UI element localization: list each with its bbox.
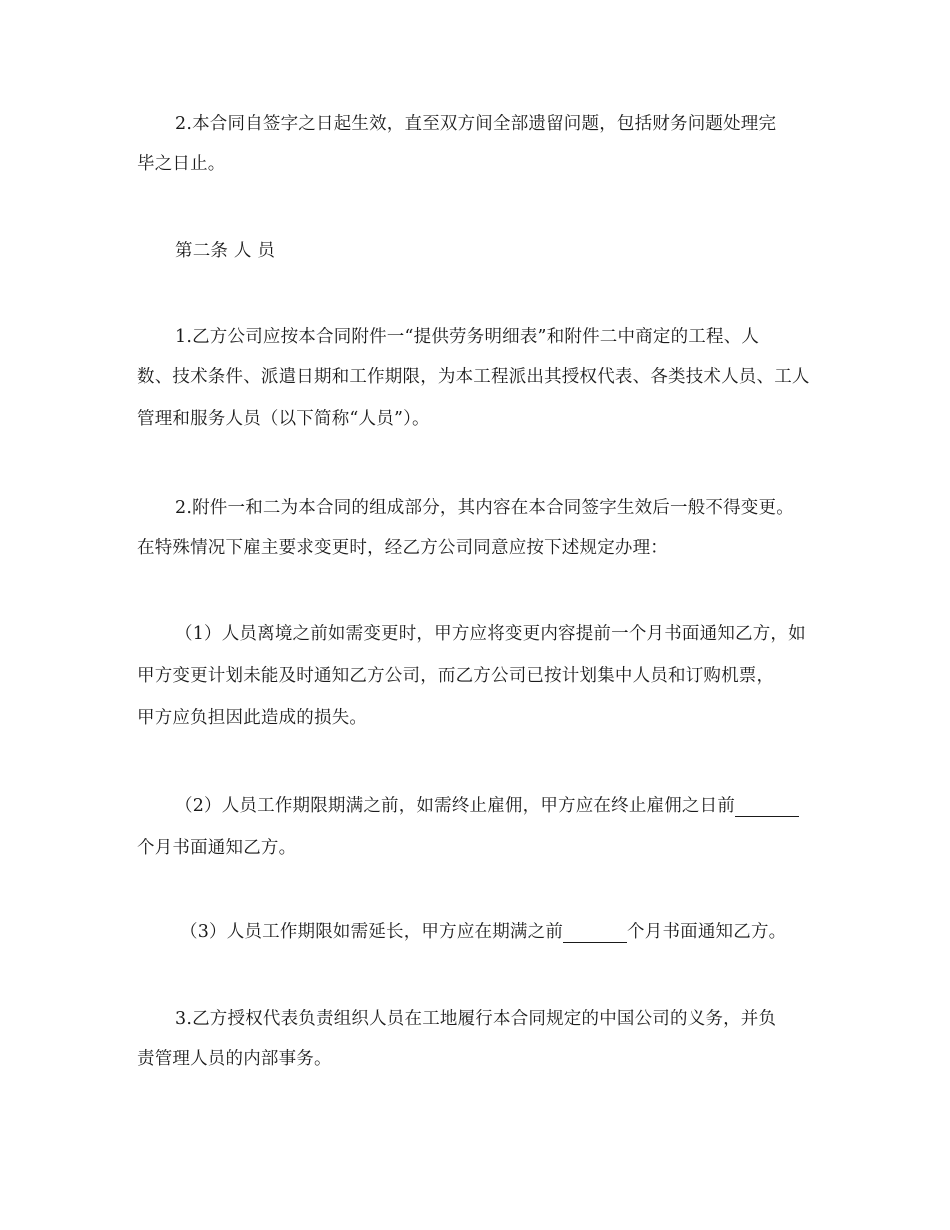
clause-2-1-line-3: 管理和服务人员（以下简称“人员”）。 bbox=[137, 409, 430, 429]
clause-2-2-2-line-1 bbox=[175, 795, 855, 817]
clause-2-2-1-line-1: （1）人员离境之前如需变更时，甲方应将变更内容提前一个月书面通知乙方，如 bbox=[175, 624, 806, 644]
clause-2-2-2-line-2: 个月书面通知乙方。 bbox=[137, 838, 297, 858]
clause-2-3-line-1: 3.乙方授权代表负责组织人员在工地履行本合同规定的中国公司的义务，并负 bbox=[175, 1009, 777, 1029]
clause-2-2-1-line-2: 甲方变更计划未能及时通知乙方公司，而乙方公司已按计划集中人员和订购机票， bbox=[137, 666, 775, 686]
clause-2-2-1-line-3: 甲方应负担因此造成的损失。 bbox=[137, 708, 368, 728]
clause-1-2-line-2: 毕之日止。 bbox=[137, 154, 226, 174]
clause-2-3-line-2: 责管理人员的内部事务。 bbox=[137, 1049, 332, 1069]
clause-2-2-2-text: （2）人员工作期限期满之前，如需终止雇佣，甲方应在终止雇佣之日前 bbox=[175, 796, 736, 816]
clause-2-2-line-2: 在特殊情况下雇主要求变更时，经乙方公司同意应按下述规定办理： bbox=[137, 538, 668, 558]
fill-in-blank-months[interactable] bbox=[563, 924, 627, 943]
clause-2-2-3-line bbox=[180, 921, 860, 943]
fill-in-blank-months[interactable] bbox=[735, 798, 799, 817]
clause-2-1-line-1: 1.乙方公司应按本合同附件一“提供劳务明细表”和附件二中商定的工程、人 bbox=[175, 327, 760, 347]
clause-2-2-3-text-after: 个月书面通知乙方。 bbox=[627, 922, 787, 942]
clause-2-2-line-1: 2.附件一和二为本合同的组成部分，其内容在本合同签字生效后一般不得变更。 bbox=[175, 498, 794, 518]
clause-2-2-3-text-before: （3）人员工作期限如需延长，甲方应在期满之前 bbox=[180, 922, 564, 942]
clause-1-2-line-1: 2.本合同自签字之日起生效，直至双方间全部遗留问题，包括财务问题处理完 bbox=[175, 114, 777, 134]
clause-2-1-line-2: 数、技术条件、派遣日期和工作期限，为本工程派出其授权代表、各类技术人员、工人 bbox=[137, 367, 810, 387]
article-2-heading: 第二条 人 员 bbox=[175, 241, 276, 261]
